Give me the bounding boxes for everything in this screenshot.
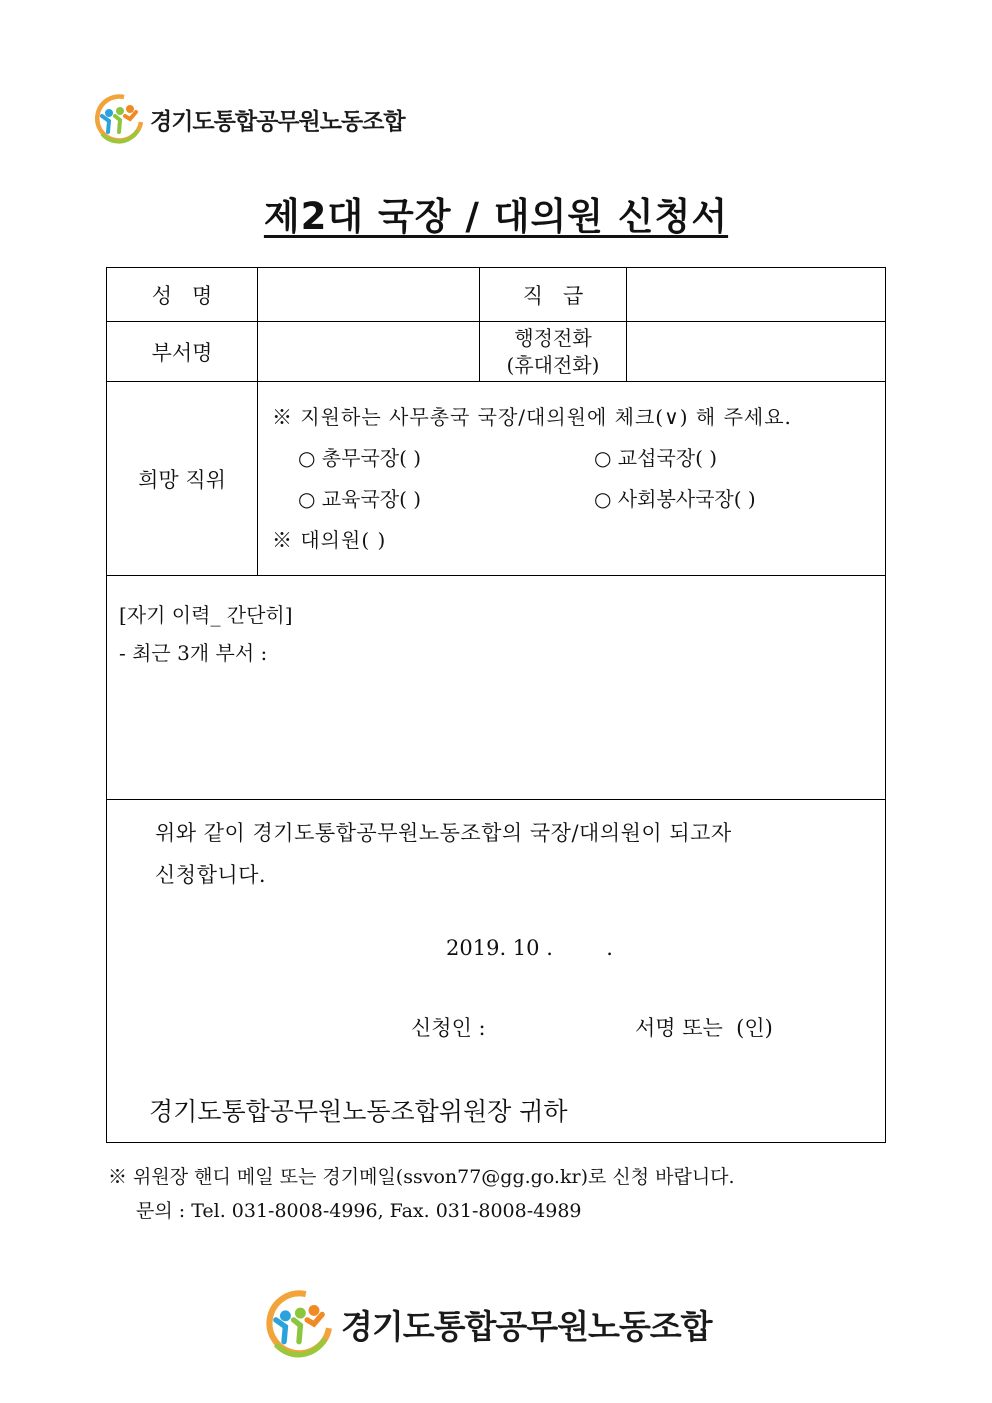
department-label: 부서명 [107, 322, 258, 382]
declaration-line-1: 위와 같이 경기도통합공무원노동조합의 국장/대의원이 되고자 [155, 821, 732, 845]
position-instruction: ※ 지원하는 사무총국 국장/대의원에 체크(∨) 해 주세요. [272, 404, 792, 429]
phone-label-office: 행정전화 [514, 325, 592, 350]
department-field[interactable] [258, 322, 480, 382]
desired-position-cell [258, 382, 886, 576]
position-options [272, 438, 875, 520]
grade-field[interactable] [627, 268, 886, 322]
addressee: 경기도통합공무원노동조합위원장 귀하 [149, 1097, 568, 1126]
name-field[interactable] [258, 268, 480, 322]
bio-cell[interactable] [107, 576, 886, 800]
union-logo-footer [265, 1290, 712, 1358]
phone-label [480, 322, 627, 382]
application-form-table [106, 267, 886, 1143]
applicant-label: 신청인 : [411, 1016, 486, 1040]
option-negotiation[interactable]: ○ 교섭국장( ) [594, 445, 718, 470]
submission-note: ※ 위원장 핸디 메일 또는 경기메일(ssvon77@gg.go.kr)로 신청 바랍니다. [108, 1166, 735, 1188]
phone-field[interactable] [627, 322, 886, 382]
option-general-affairs[interactable]: ○ 총무국장( ) [298, 445, 422, 470]
grade-label: 직 급 [480, 268, 627, 322]
application-date[interactable]: 2019. 10 . . [446, 936, 613, 960]
declaration-text [107, 800, 885, 896]
bio-recent-departments: - 최근 3개 부서 : [119, 641, 268, 665]
title-text: 제2대 국장 / 대의원 신청서 [263, 195, 729, 238]
footnote [108, 1160, 735, 1228]
name-label: 성 명 [107, 268, 258, 322]
option-education[interactable]: ○ 교육국장( ) [298, 486, 422, 511]
declaration-cell [107, 800, 886, 1143]
org-name: 경기도통합공무원노동조합 [341, 1306, 712, 1346]
page-title [0, 186, 992, 240]
option-social-service[interactable]: ○ 사회봉사국장( ) [594, 486, 756, 511]
declaration-line-2: 신청합니다. [155, 863, 267, 887]
union-emblem-icon [94, 94, 144, 144]
phone-label-mobile: (휴대전화) [506, 352, 600, 377]
union-emblem-icon [265, 1290, 333, 1358]
option-delegate[interactable]: ※ 대의원( ) [272, 527, 387, 552]
desired-position-label: 희망 직위 [107, 382, 258, 576]
signature-label: 서명 또는 (인) [635, 1016, 773, 1040]
bio-heading: [자기 이력_ 간단히] [119, 603, 293, 627]
union-logo-header [94, 94, 405, 144]
org-name: 경기도통합공무원노동조합 [150, 108, 405, 135]
contact-info: 문의 : Tel. 031-8008-4996, Fax. 031-8008-4989 [136, 1200, 582, 1222]
